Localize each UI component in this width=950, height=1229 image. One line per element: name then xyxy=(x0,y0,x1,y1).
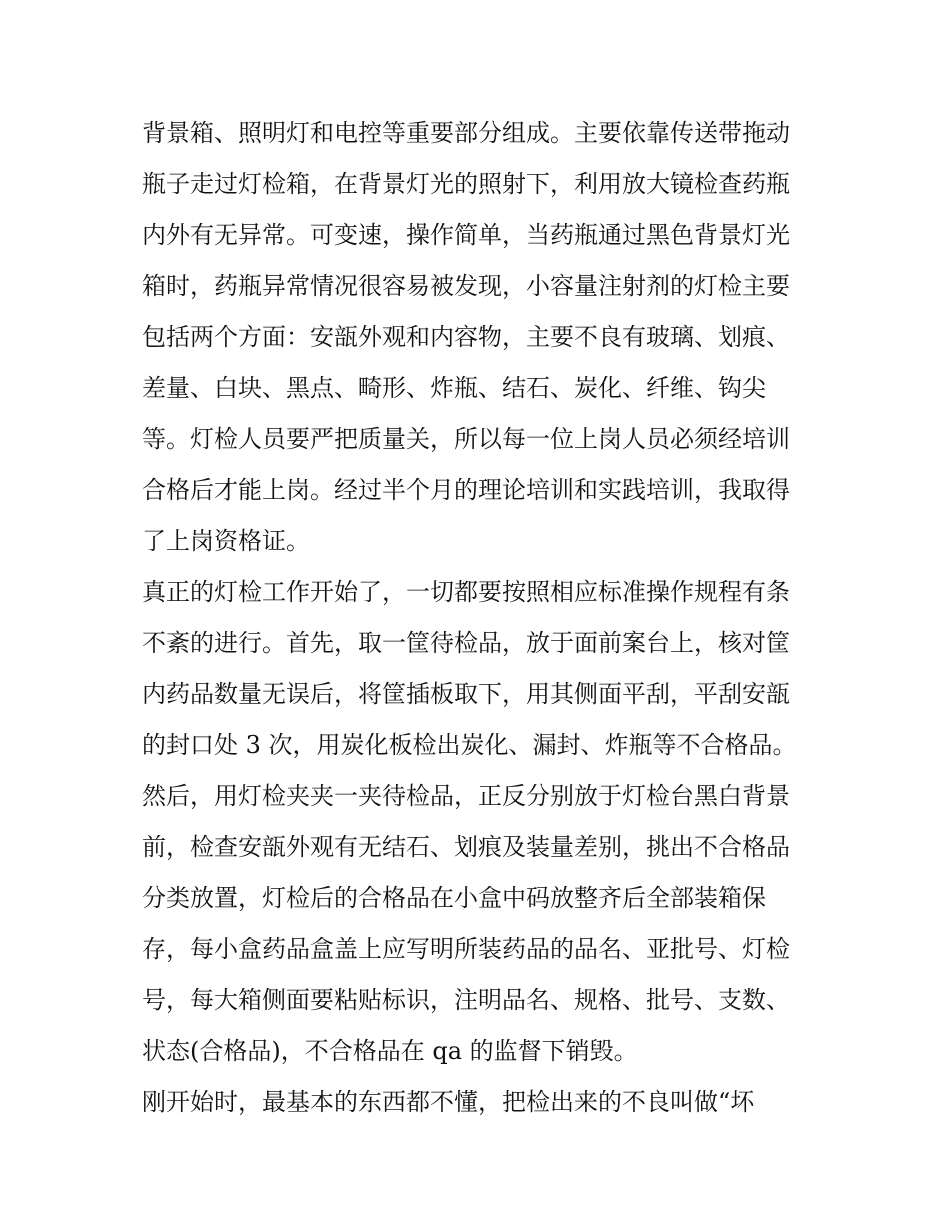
text-line: 包括两个方面：安瓿外观和内容物，主要不良有玻璃、划痕、 xyxy=(142,323,790,351)
document-body-text xyxy=(142,108,822,1128)
text-line: 存，每小盒药品盒盖上应写明所装药品的品名、亚批号、灯检 xyxy=(142,935,790,963)
text-line: 真正的灯检工作开始了，一切都要按照相应标准操作规程有条 xyxy=(142,578,790,606)
text-line: 号，每大箱侧面要粘贴标识，注明品名、规格、批号、支数、 xyxy=(142,986,790,1014)
text-line: 不紊的进行。首先，取一筐待检品，放于面前案台上，核对筐 xyxy=(142,629,790,657)
text-line: 箱时，药瓶异常情况很容易被发现，小容量注射剂的灯检主要 xyxy=(142,272,790,300)
text-line: 分类放置，灯检后的合格品在小盒中码放整齐后全部装箱保 xyxy=(142,884,766,912)
text-line: 状态(合格品)，不合格品在 qa 的监督下销毁。 xyxy=(142,1037,638,1065)
text-line: 了上岗资格证。 xyxy=(142,527,310,555)
text-line: 瓶子走过灯检箱，在背景灯光的照射下，利用放大镜检查药瓶 xyxy=(142,170,790,198)
text-line: 等。灯检人员要严把质量关，所以每一位上岗人员必须经培训 xyxy=(142,425,790,453)
text-line: 背景箱、照明灯和电控等重要部分组成。主要依靠传送带拖动 xyxy=(142,119,790,147)
text-line: 然后，用灯检夹夹一夹待检品，正反分别放于灯检台黑白背景 xyxy=(142,782,790,810)
text-line: 的封口处 3 次，用炭化板检出炭化、漏封、炸瓶等不合格品。 xyxy=(142,731,797,759)
text-line: 前，检查安瓿外观有无结石、划痕及装量差别，挑出不合格品 xyxy=(142,833,790,861)
text-line: 差量、白块、黑点、畸形、炸瓶、结石、炭化、纤维、钩尖 xyxy=(142,374,766,402)
text-line: 内外有无异常。可变速，操作简单，当药瓶通过黑色背景灯光 xyxy=(142,221,790,249)
text-line: 内药品数量无误后，将筐插板取下，用其侧面平刮，平刮安瓿 xyxy=(142,680,790,708)
text-line: 刚开始时，最基本的东西都不懂，把检出来的不良叫做“坏 xyxy=(142,1088,755,1116)
text-line: 合格后才能上岗。经过半个月的理论培训和实践培训，我取得 xyxy=(142,476,790,504)
